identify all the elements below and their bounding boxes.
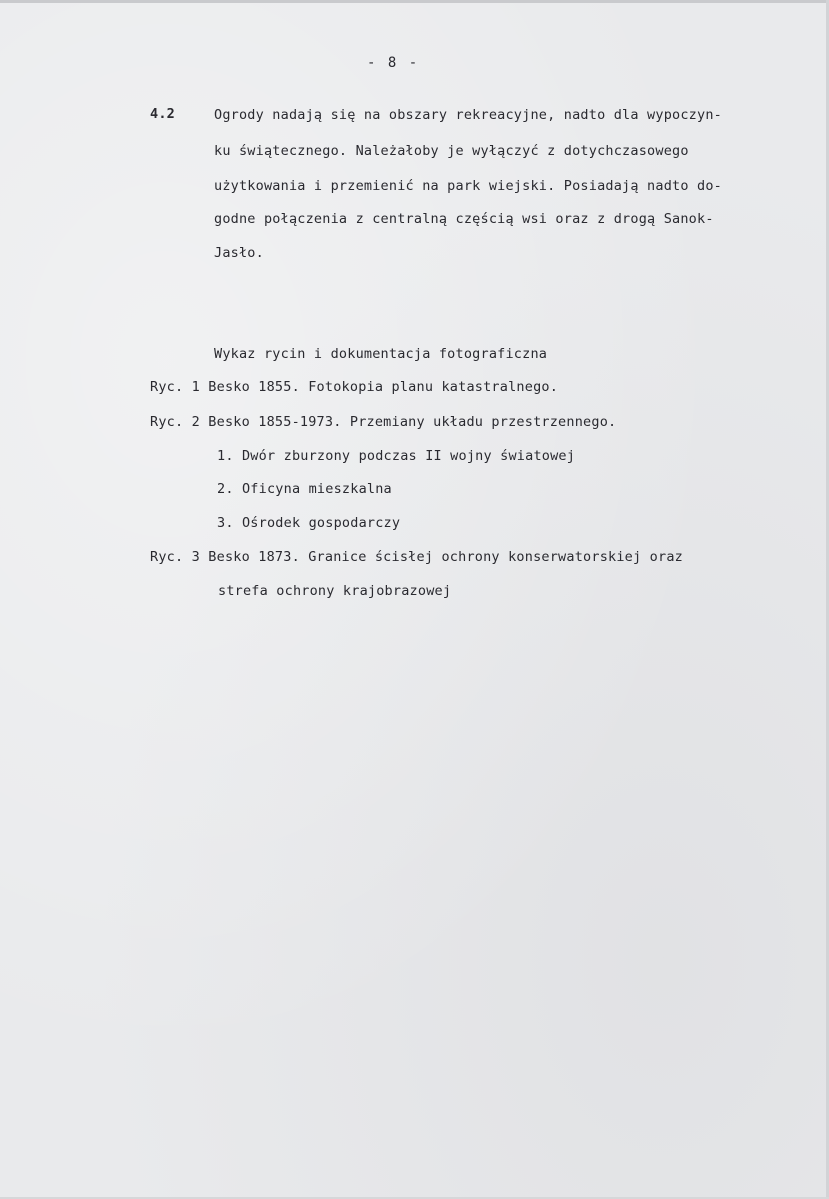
- paragraph-line-2: ku świątecznego. Należałoby je wyłączyć z dotychczasowego: [214, 143, 689, 159]
- figure-subitem-1: 1. Dwór zburzony podczas II wojny światowej: [217, 448, 576, 464]
- paragraph-line-5: Jasło.: [214, 245, 264, 261]
- page-top-edge: [0, 0, 829, 3]
- paragraph-line-4: godne połączenia z centralną częścią wsi oraz z drogą Sanok-: [214, 211, 714, 227]
- figure-item-2: Ryc. 2 Besko 1855-1973. Przemiany układu przestrzennego.: [150, 414, 617, 430]
- paragraph-line-1: Ogrody nadają się na obszary rekreacyjne, nadto dla wypoczyn-: [214, 107, 722, 123]
- figure-subitem-2: 2. Oficyna mieszkalna: [217, 481, 392, 497]
- figure-subitem-3: 3. Ośrodek gospodarczy: [217, 515, 401, 531]
- figure-item-1: Ryc. 1 Besko 1855. Fotokopia planu katastralnego.: [150, 379, 559, 395]
- paragraph-line-3: użytkowania i przemienić na park wiejski. Posiadają nadto do-: [214, 178, 722, 194]
- figure-item-3: Ryc. 3 Besko 1873. Granice ścisłej ochrony konserwatorskiej oraz: [150, 549, 683, 565]
- page-number: - 8 -: [367, 55, 420, 71]
- figures-list-title: Wykaz rycin i dokumentacja fotograficzna: [214, 346, 548, 362]
- figure-item-3-continuation: strefa ochrony krajobrazowej: [218, 583, 452, 599]
- section-number: 4.2: [150, 106, 175, 122]
